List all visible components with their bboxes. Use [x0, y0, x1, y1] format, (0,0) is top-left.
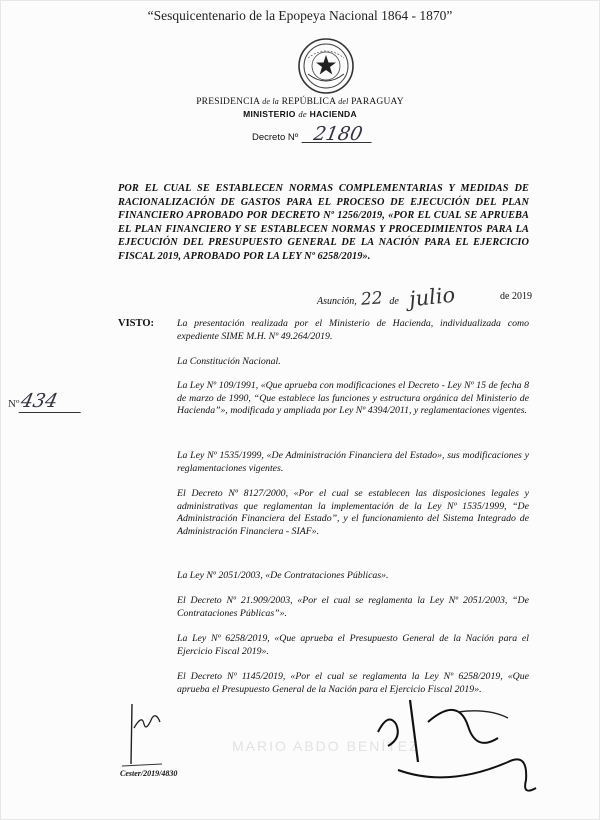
- visto-item: El Decreto Nº 1145/2019, «Por el cual se reglamenta la Ley Nº 6258/2019, «Que aprueba el Presupuesto General de la Nación para el Ejercicio Fiscal 2019».: [177, 671, 529, 695]
- date-month-handwritten: julio: [408, 282, 457, 312]
- visto-item: El Decreto Nº 21.909/2003, «Por el cual se reglamenta la Ley Nº 2051/2003, “De Contrataciones Públicas”».: [177, 595, 529, 619]
- national-seal-icon: [296, 36, 356, 96]
- visto-item: El Decreto Nº 8127/2000, «Por el cual se establecen las disposiciones legales y administrativas que reglamentan la implementación de la Ley Nº 1535/1999, “De Administración Financiera del Estado”, y el funcionamiento del Sistema Integrado de Administración Financiera - SIAF».: [177, 488, 529, 537]
- visto-item: La Constitución Nacional.: [177, 356, 281, 367]
- visto-item: La Ley Nº 109/1991, «Que aprueba con modificaciones el Decreto - Ley Nº 15 de fecha 8 de marzo de 1990, “Que establece las funciones y estructura orgánica del Ministerio de Hacienda”», modificada y ampliada por Ley Nº 4394/2011, y reglamentaciones vigentes.: [177, 380, 529, 417]
- visto-item: La Ley Nº 6258/2019, «Que aprueba el Presupuesto General de la Nación para el Ejercicio Fiscal 2019».: [177, 633, 529, 657]
- presidencia-line: PRESIDENCIA de la REPÚBLICA del PARAGUAY: [196, 97, 404, 107]
- visto-item: La Ley Nº 1535/1999, «De Administración Financiera del Estado», sus modificaciones y reglamentaciones vigentes.: [177, 450, 529, 474]
- initials-signature-icon: [118, 700, 166, 770]
- side-number-handwritten: 434: [19, 390, 86, 413]
- visto-item: La Ley Nº 2051/2003, «De Contrataciones Públicas».: [177, 570, 389, 581]
- side-number: Nº434: [8, 390, 83, 413]
- date-line: Asunción, 22 de julio de 2019: [317, 282, 532, 312]
- visto-label: VISTO:: [118, 318, 154, 329]
- decreto-number-line: Decreto Nº 2180: [252, 126, 373, 143]
- watermark-text: MARIO ABDO BENÍTEZ: [232, 738, 420, 754]
- footer-reference: Cester/2019/4830: [120, 769, 178, 778]
- president-signature-icon: [358, 692, 548, 802]
- ministerio-line: MINISTERIO de HACIENDA: [243, 109, 357, 119]
- decree-title: POR EL CUAL SE ESTABLECEN NORMAS COMPLEMENTARIAS Y MEDIDAS DE RACIONALIZACIÓN DE GASTOS PARA EL PROCESO DE EJECUCIÓN DEL PLAN FINANCIERO APROBADO POR DECRETO Nº 1256/2019, «POR EL CUAL SE APRUEBA EL PLAN FINANCIERO Y SE ESTABLECEN NORMAS Y PROCEDIMIENTOS PARA LA EJECUCIÓN DEL PRESUPUESTO GENERAL DE LA NACIÓN PARA EL EJERCICIO FISCAL 2019, APROBADO POR LA LEY Nº 6258/2019».: [118, 183, 529, 262]
- header-motto: “Sesquicentenario de la Epopeya Nacional 1864 - 1870”: [147, 8, 453, 23]
- visto-item: La presentación realizada por el Ministerio de Hacienda, individualizada como expediente SIME M.H. Nº 49.264/2019.: [177, 318, 529, 342]
- decreto-number-handwritten: 2180: [301, 126, 374, 143]
- date-day-handwritten: 22: [360, 288, 384, 310]
